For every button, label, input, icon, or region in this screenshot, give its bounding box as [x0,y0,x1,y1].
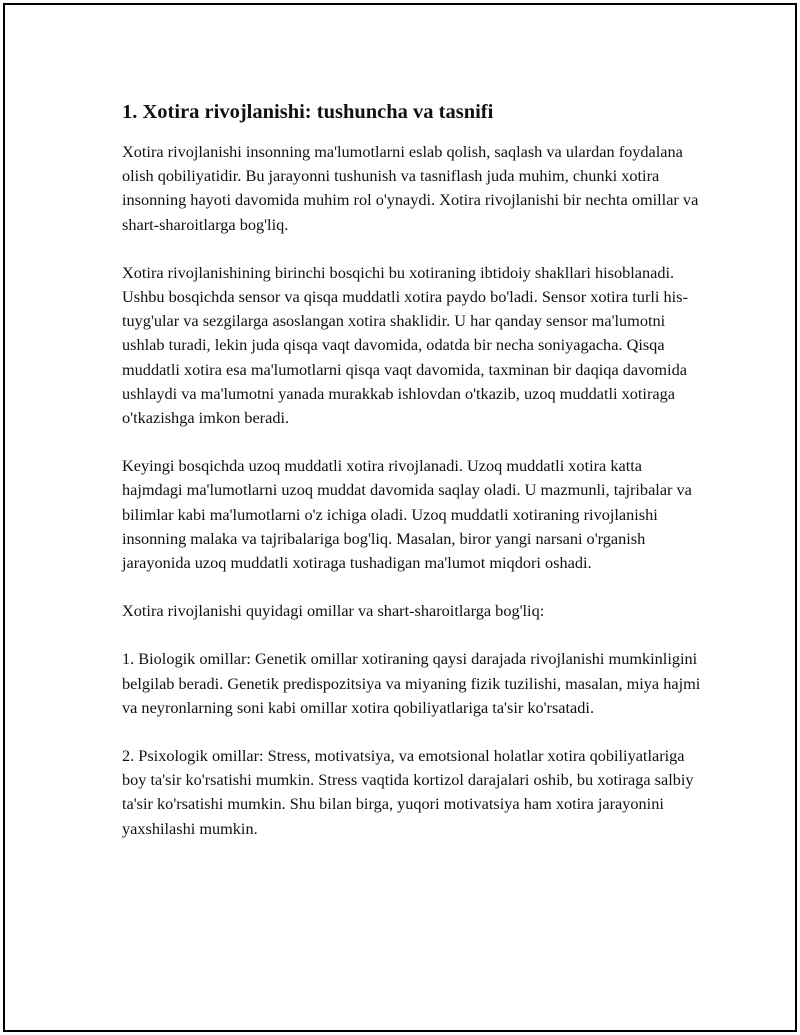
paragraph-biological-factors: 1. Biologik omillar: Genetik omillar xotiraning qaysi darajada rivojlanishi mumkinligini belgilab beradi. Genetik predispozitsiya va miyaning fizik tuzilishi, masalan, miya hajmi va neyronlarning soni kabi omillar xotira qobiliyatlariga ta'sir ko'rsatadi. [122,649,701,717]
document-body [122,98,702,865]
document-title: 1. Xotira rivojlanishi: tushuncha va tasnifi [122,101,494,123]
paragraph-long-term: Keyingi bosqichda uzoq muddatli xotira rivojlanadi. Uzoq muddatli xotira katta hajmdagi ma'lumotlarni uzoq muddat davomida saqlay oladi. U mazmunli, tajribalar va bilimlar kabi ma'lumotlarni o'z ichiga oladi. Uzoq muddatli xotiraning rivojlanishi insonning malaka va tajribalariga bog'liq. Masalan, biror yangi narsani o'rganish jarayonida uzoq muddatli xotiraga tushadigan ma'lumot miqdori oshadi. [122,456,692,573]
paragraph-first-stage: Xotira rivojlanishining birinchi bosqichi bu xotiraning ibtidoiy shakllari hisoblanadi. Ushbu bosqichda sensor va qisqa muddatli xotira paydo bo'ladi. Sensor xotira turli his-tuyg'ular va sezgilarga asoslangan xotira shaklidir. U har qanday sensor ma'lumotni ushlab turadi, lekin juda qisqa vaqt davomida, odatda bir necha soniyagacha. Qisqa muddatli xotira esa ma'lumotlarni qisqa vaqt davomida, taxminan bir daqiqa davomida ushlaydi va ma'lumotni yanada murakkab ishlovdan o'tkazib, uzoq muddatli xotiraga o'tkazishga imkon beradi. [122,262,688,428]
paragraph-psychological-factors: 2. Psixologik omillar: Stress, motivatsiya, va emotsional holatlar xotira qobiliyatlariga boy ta'sir ko'rsatishi mumkin. Stress vaqtida kortizol darajalari oshib, bu xotiraga salbiy ta'sir ko'rsatishi mumkin. Shu bilan birga, yuqori motivatsiya ham xotira jarayonini yaxshilashi mumkin. [122,746,694,838]
paragraph-intro: Xotira rivojlanishi insonning ma'lumotlarni eslab qolish, saqlash va ulardan foydalana olish qobiliyatidir. Bu jarayonni tushunish va tasniflash juda muhim, chunki xotira insonning hayoti davomida muhim rol o'ynaydi. Xotira rivojlanishi bir nechta omillar va shart-sharoitlarga bog'liq. [122,142,699,234]
page-frame [3,3,797,1032]
paragraph-factors-intro: Xotira rivojlanishi quyidagi omillar va shart-sharoitlarga bog'liq: [122,601,545,621]
